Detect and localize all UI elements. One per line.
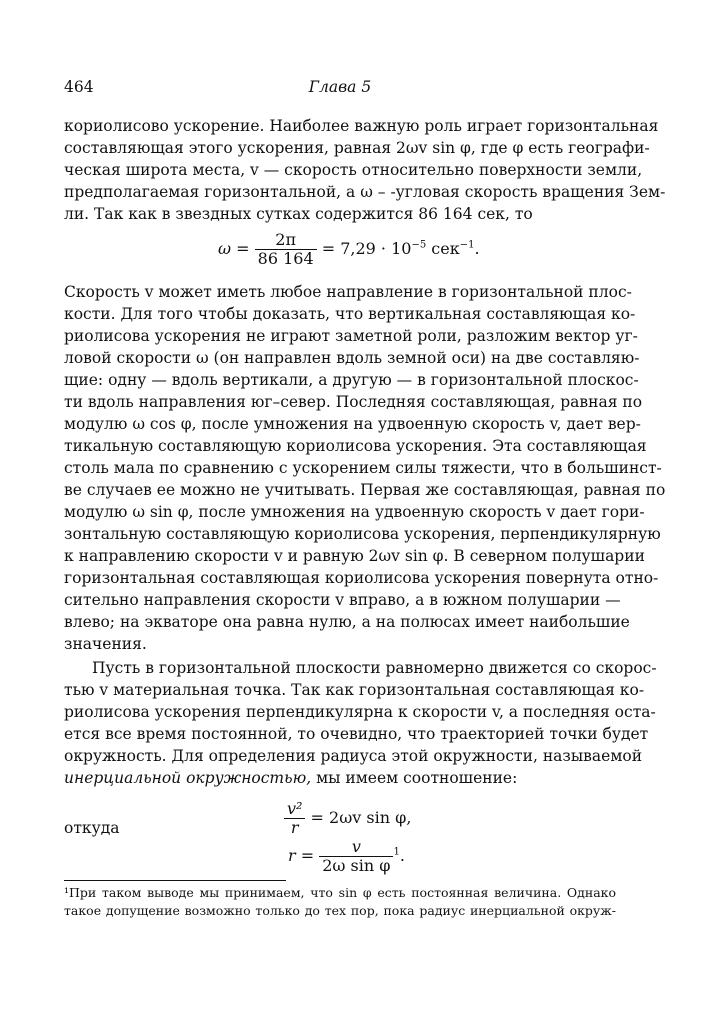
chapter-title: Глава 5 (308, 78, 372, 96)
text-line: модулю ω cos φ, после умножения на удвоенную скорость v, дает вер- (64, 415, 641, 433)
equation-omega (218, 231, 480, 268)
text-line: ловой скорости ω (он направлен вдоль земной оси) на две составляю- (64, 349, 640, 367)
text-line: кориолисово ускорение. Наиболее важную роль играет горизонтальная (64, 117, 659, 135)
eq-period: . (399, 846, 405, 865)
text-line: щие: одну — вдоль вертикали, а другую — в горизонтальной плоскос- (64, 371, 639, 389)
text-line: зонтальную составляющую кориолисова ускорения, перпендикулярную (64, 525, 661, 543)
text-line: ли. Так как в звездных сутках содержится 86 164 сек, то (64, 205, 533, 223)
eq-lhs: r = (288, 846, 315, 865)
footnote-mark: 1 (393, 846, 400, 858)
text-line: составляющая этого ускорения, равная 2ωv sin φ, где φ есть географи- (64, 139, 650, 157)
eq-rhs: = 7,29 · 10 (321, 239, 412, 258)
text-line: модулю ω sin φ, после умножения на удвоенную скорость v дает гори- (64, 503, 645, 521)
text-line: ти вдоль направления юг–север. Последняя составляющая, равная по (64, 393, 643, 411)
text-line: кости. Для того чтобы доказать, что вертикальная составляющая ко- (64, 305, 636, 323)
text-line (64, 767, 616, 789)
text-line: Пусть в горизонтальной плоскости равномерно движется со скорос- (92, 659, 657, 677)
text-line: тью v материальная точка. Так как горизонтальная составляющая ко- (64, 681, 645, 699)
text-line: ется все время постоянной, то очевидно, что траекторией точки будет (64, 725, 649, 743)
eq-lhs: ω = (218, 239, 250, 258)
text-line: тикальную составляющую кориолисова ускорения. Эта составляющая (64, 437, 647, 455)
eq-period: . (474, 239, 480, 258)
eq-numerator: v² (284, 800, 305, 819)
running-header (64, 78, 616, 100)
italic-term: инерциальной окружностью, (64, 769, 312, 787)
text-line: Скорость v может иметь любое направление в горизонтальной плос- (64, 283, 632, 301)
text-line: откуда (64, 819, 120, 837)
eq-rhs: = 2ωv sin φ, (310, 808, 412, 827)
text-line: влево; на экваторе она равна нулю, а на полюсах имеет наибольшие (64, 613, 630, 631)
text-line: ве случаев ее можно не учитывать. Первая же составляющая, равная по (64, 481, 666, 499)
text-line: столь мала по сравнению с ускорением силы тяжести, что в большинст- (64, 459, 662, 477)
eq-denominator: r (290, 818, 299, 837)
eq-denominator: 2ω sin φ (322, 856, 391, 875)
text-line: значения. (64, 635, 147, 653)
eq-unit: сек (431, 239, 460, 258)
text-line: риолисова ускорения не играют заметной роли, разложим вектор уг- (64, 327, 638, 345)
eq-exponent: −5 (411, 239, 427, 251)
footnote-line: такое допущение возможно только до тех пор, пока радиус инерциальной окруж- (64, 903, 616, 918)
footnote-line: ¹При таком выводе мы принимаем, что sin φ есть постоянная величина. Однако (64, 885, 616, 900)
text-line: горизонтальная составляющая кориолисова ускорения повернута отно- (64, 569, 659, 587)
text-span: мы имеем соотношение: (311, 769, 518, 787)
text-line: сительно направления скорости v вправо, а в южном полушарии — (64, 591, 621, 609)
text-line: окружность. Для определения радиуса этой окружности, называемой (64, 747, 643, 765)
eq-denominator: 86 164 (257, 249, 314, 268)
page-number: 464 (64, 78, 94, 96)
eq-numerator: 2π (255, 231, 317, 250)
text-line: ческая широта места, v — скорость относительно поверхности земли, (64, 161, 643, 179)
eq-fraction (255, 231, 317, 268)
text-line: риолисова ускорения перпендикулярна к скорости v, а последняя оста- (64, 703, 656, 721)
footnote-rule (64, 880, 286, 881)
eq-numerator: v (319, 838, 393, 857)
eq-unit-exponent: −1 (459, 239, 475, 251)
eq-fraction (319, 838, 393, 875)
text-line: предполагаемая горизонтальной, а ω – -угловая скорость вращения Зем- (64, 183, 666, 201)
text-line: к направлению скорости v и равную 2ωv sin φ. В северном полушарии (64, 547, 645, 565)
equation-radius (288, 838, 405, 875)
